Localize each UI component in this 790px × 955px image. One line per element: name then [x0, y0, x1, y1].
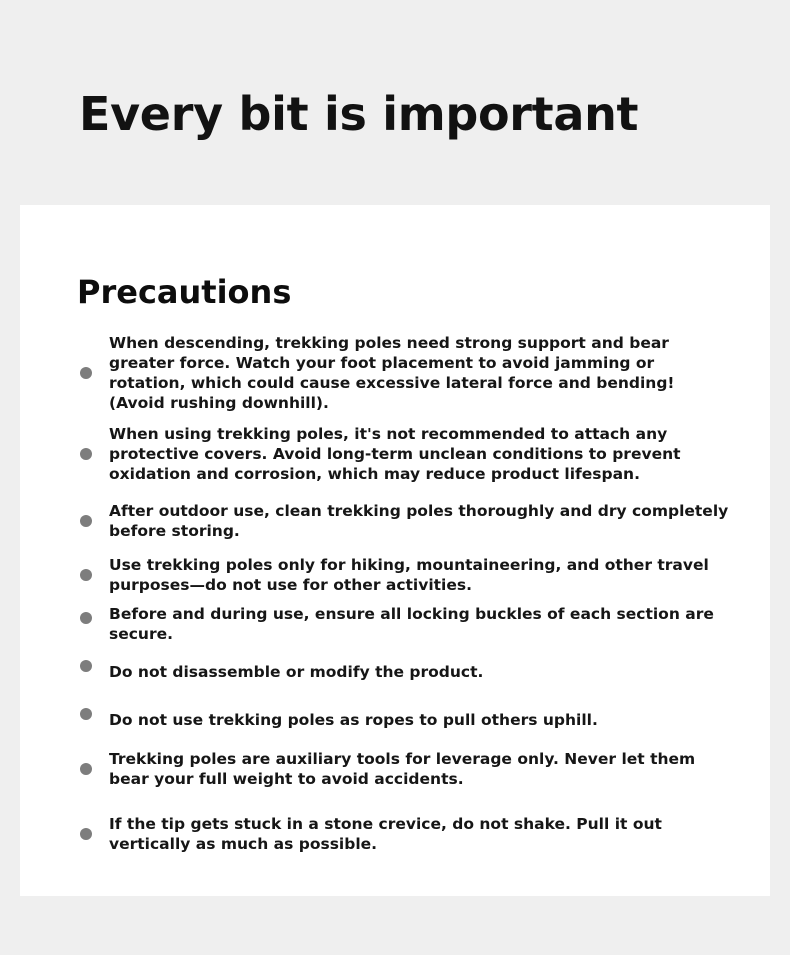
list-item	[20, 749, 770, 789]
list-item	[20, 605, 770, 643]
list-item-text: If the tip gets stuck in a stone crevice, do not shake. Pull it out vertically as much as possible.	[109, 815, 662, 853]
list-item-text: When using trekking poles, it's not recommended to attach any protective covers. Avoid long-term unclean conditions to prevent oxidation and corrosion, which may reduce product lifespan.	[109, 425, 681, 483]
list-item-text: Before and during use, ensure all locking buckles of each section are secure.	[109, 605, 714, 643]
bullet-icon	[80, 448, 92, 460]
list-item-text: Use trekking poles only for hiking, mountaineering, and other travel purposes—do not use for other activities.	[109, 556, 709, 594]
bullet-icon	[80, 708, 92, 720]
list-item	[20, 334, 770, 412]
list-item	[20, 814, 770, 854]
bullet-icon	[80, 569, 92, 581]
list-item	[20, 704, 770, 728]
list-item-text: Trekking poles are auxiliary tools for leverage only. Never let them bear your full weight to avoid accidents.	[109, 750, 696, 788]
list-item-text: Do not disassemble or modify the product.	[109, 663, 484, 681]
bullet-icon	[80, 763, 92, 775]
bullet-icon	[80, 660, 92, 672]
list-item-text: After outdoor use, clean trekking poles thoroughly and dry completely before storing.	[109, 502, 729, 540]
section-title: Precautions	[77, 273, 292, 311]
bullet-icon	[80, 828, 92, 840]
list-item	[20, 424, 770, 484]
precautions-card	[20, 205, 770, 896]
bullet-icon	[80, 515, 92, 527]
list-item	[20, 656, 770, 680]
list-item	[20, 501, 770, 541]
bullet-icon	[80, 367, 92, 379]
page-title: Every bit is important	[79, 87, 639, 141]
list-item-text: Do not use trekking poles as ropes to pull others uphill.	[109, 711, 598, 729]
list-item	[20, 555, 770, 595]
list-item-text: When descending, trekking poles need strong support and bear greater force. Watch your foot placement to avoid jamming or rotation, which could cause excessive lateral force and bending! (Avoid rushing downhill).	[109, 334, 675, 412]
bullet-icon	[80, 612, 92, 624]
